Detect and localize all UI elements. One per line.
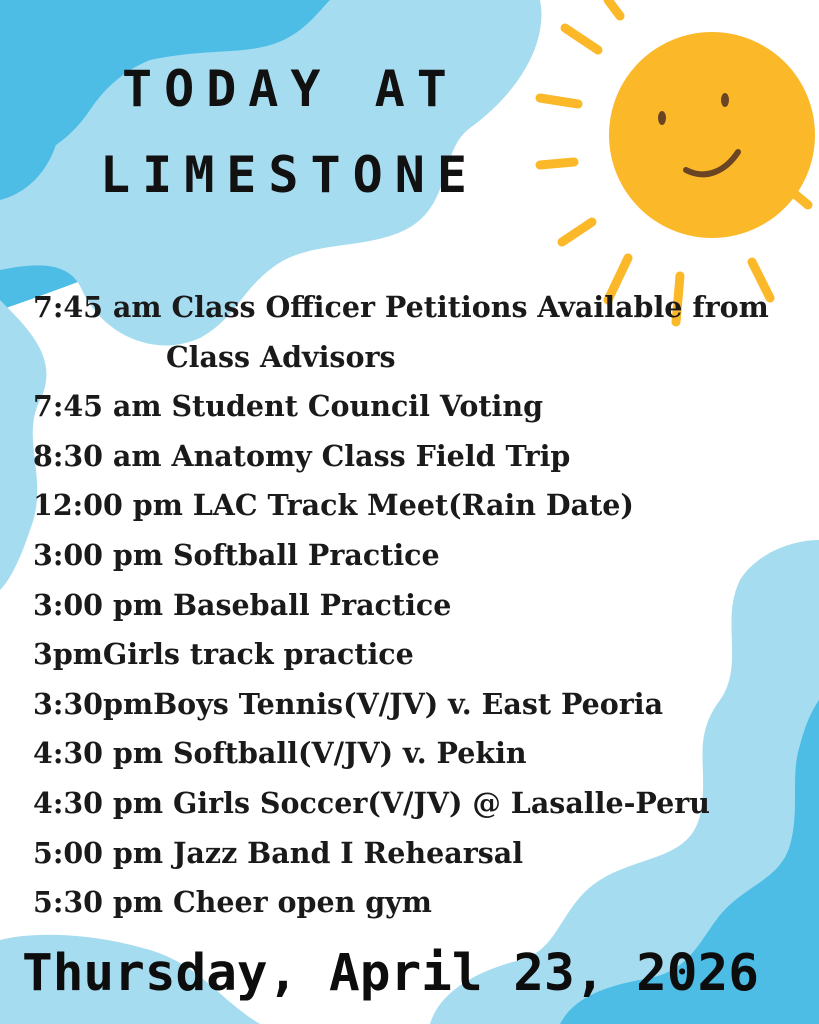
schedule-item: 12:00 pm LAC Track Meet(Rain Date) <box>33 488 634 523</box>
date-footer: Thursday, April 23, 2026 <box>22 944 759 1003</box>
schedule-item: 7:45 am Class Officer Petitions Available from <box>33 290 769 324</box>
schedule-item: 3:00 pm Softball Practice <box>33 537 440 572</box>
schedule-item: 5:00 pm Jazz Band I Rehearsal <box>33 835 524 870</box>
schedule-list <box>33 283 813 928</box>
schedule-item: 7:45 am Student Council Voting <box>33 389 544 424</box>
schedule-item: 3pmGirls track practice <box>33 637 414 672</box>
schedule-item: 4:30 pm Softball(V/JV) v. Pekin <box>33 736 527 771</box>
title-line-2: LIMESTONE <box>100 146 479 204</box>
schedule-item: Class Advisors <box>166 339 396 374</box>
schedule-item: 3:00 pm Baseball Practice <box>33 587 452 622</box>
title-line-1: TODAY AT <box>122 60 459 118</box>
schedule-item: 4:30 pm Girls Soccer(V/JV) @ Lasalle-Peru <box>33 785 710 820</box>
schedule-item: 5:30 pm Cheer open gym <box>33 885 432 920</box>
schedule-item: 8:30 am Anatomy Class Field Trip <box>33 438 571 473</box>
smiling-sun-icon <box>609 32 815 238</box>
schedule-item: 3:30pmBoys Tennis(V/JV) v. East Peoria <box>33 686 664 721</box>
